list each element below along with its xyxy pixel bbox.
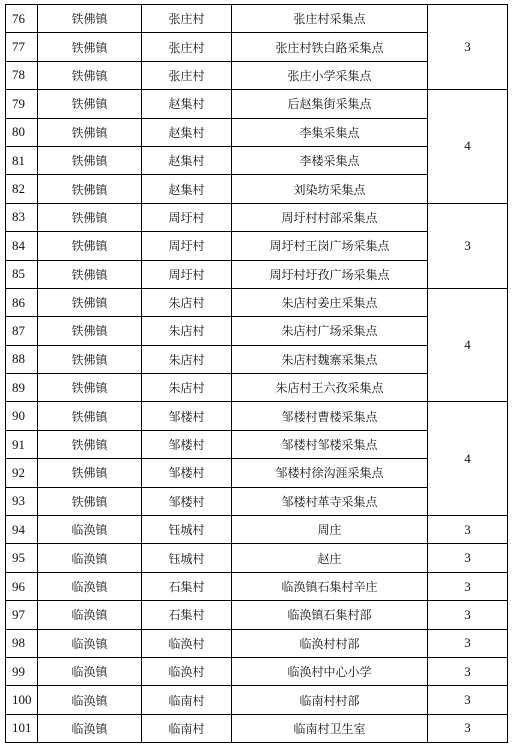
town-cell: 铁佛镇	[38, 203, 142, 231]
table-row	[6, 544, 508, 572]
town-cell: 铁佛镇	[38, 90, 142, 118]
staff-count-cell: 3	[428, 572, 508, 600]
serial-number-cell: 85	[6, 260, 38, 288]
village-cell: 钰城村	[142, 544, 232, 572]
table-row	[6, 572, 508, 600]
staff-count-cell: 3	[428, 714, 508, 742]
village-cell: 赵集村	[142, 146, 232, 174]
village-cell: 临涣村	[142, 629, 232, 657]
village-cell: 石集村	[142, 572, 232, 600]
serial-number-cell: 81	[6, 146, 38, 174]
collection-site-cell: 张庄村采集点	[232, 5, 428, 33]
collection-site-cell: 临南村卫生室	[232, 714, 428, 742]
village-cell: 赵集村	[142, 175, 232, 203]
collection-site-cell: 周圩村村部采集点	[232, 203, 428, 231]
table-row	[6, 714, 508, 742]
village-cell: 张庄村	[142, 33, 232, 61]
village-cell: 赵集村	[142, 90, 232, 118]
village-cell: 钰城村	[142, 516, 232, 544]
town-cell: 临涣镇	[38, 657, 142, 685]
village-cell: 石集村	[142, 601, 232, 629]
serial-number-cell: 100	[6, 686, 38, 714]
serial-number-cell: 101	[6, 714, 38, 742]
collection-site-cell: 赵庄	[232, 544, 428, 572]
town-cell: 铁佛镇	[38, 459, 142, 487]
collection-site-cell: 邹楼村曹楼采集点	[232, 402, 428, 430]
village-cell: 周圩村	[142, 203, 232, 231]
village-cell: 朱店村	[142, 288, 232, 316]
table-row	[6, 629, 508, 657]
table-row	[6, 5, 508, 33]
staff-count-cell: 3	[428, 657, 508, 685]
staff-count-cell: 4	[428, 288, 508, 402]
serial-number-cell: 80	[6, 118, 38, 146]
collection-site-cell: 邹楼村革寺采集点	[232, 487, 428, 515]
town-cell: 临涣镇	[38, 714, 142, 742]
town-cell: 临涣镇	[38, 572, 142, 600]
serial-number-cell: 87	[6, 317, 38, 345]
town-cell: 铁佛镇	[38, 487, 142, 515]
town-cell: 临涣镇	[38, 544, 142, 572]
town-cell: 铁佛镇	[38, 232, 142, 260]
serial-number-cell: 86	[6, 288, 38, 316]
collection-site-cell: 李楼采集点	[232, 146, 428, 174]
serial-number-cell: 79	[6, 90, 38, 118]
town-cell: 铁佛镇	[38, 175, 142, 203]
collection-point-table-container	[5, 4, 508, 743]
town-cell: 临涣镇	[38, 516, 142, 544]
collection-site-cell: 朱店村魏寨采集点	[232, 345, 428, 373]
serial-number-cell: 96	[6, 572, 38, 600]
staff-count-cell: 3	[428, 544, 508, 572]
serial-number-cell: 97	[6, 601, 38, 629]
village-cell: 张庄村	[142, 61, 232, 89]
village-cell: 周圩村	[142, 260, 232, 288]
staff-count-cell: 4	[428, 90, 508, 204]
collection-site-cell: 临涣村中心小学	[232, 657, 428, 685]
collection-site-cell: 朱店村姜庄采集点	[232, 288, 428, 316]
town-cell: 铁佛镇	[38, 146, 142, 174]
collection-site-cell: 临涣镇石集村辛庄	[232, 572, 428, 600]
staff-count-cell: 3	[428, 5, 508, 90]
village-cell: 临涣村	[142, 657, 232, 685]
serial-number-cell: 78	[6, 61, 38, 89]
collection-site-cell: 朱店村王六孜采集点	[232, 374, 428, 402]
table-row	[6, 90, 508, 118]
village-cell: 朱店村	[142, 345, 232, 373]
collection-site-cell: 临涣村村部	[232, 629, 428, 657]
serial-number-cell: 76	[6, 5, 38, 33]
collection-site-cell: 邹楼村邹楼采集点	[232, 430, 428, 458]
staff-count-cell: 3	[428, 203, 508, 288]
village-cell: 张庄村	[142, 5, 232, 33]
serial-number-cell: 84	[6, 232, 38, 260]
serial-number-cell: 98	[6, 629, 38, 657]
staff-count-cell: 3	[428, 516, 508, 544]
table-row	[6, 686, 508, 714]
collection-site-cell: 周庄	[232, 516, 428, 544]
collection-site-cell: 张庄小学采集点	[232, 61, 428, 89]
serial-number-cell: 88	[6, 345, 38, 373]
serial-number-cell: 90	[6, 402, 38, 430]
collection-site-cell: 后赵集街采集点	[232, 90, 428, 118]
staff-count-cell: 3	[428, 686, 508, 714]
town-cell: 铁佛镇	[38, 317, 142, 345]
town-cell: 临涣镇	[38, 629, 142, 657]
serial-number-cell: 95	[6, 544, 38, 572]
staff-count-cell: 3	[428, 601, 508, 629]
collection-site-cell: 李集采集点	[232, 118, 428, 146]
village-cell: 邹楼村	[142, 487, 232, 515]
serial-number-cell: 99	[6, 657, 38, 685]
village-cell: 邹楼村	[142, 430, 232, 458]
table-row	[6, 402, 508, 430]
village-cell: 邹楼村	[142, 459, 232, 487]
serial-number-cell: 92	[6, 459, 38, 487]
town-cell: 铁佛镇	[38, 260, 142, 288]
town-cell: 铁佛镇	[38, 345, 142, 373]
town-cell: 铁佛镇	[38, 33, 142, 61]
staff-count-cell: 4	[428, 402, 508, 516]
town-cell: 临涣镇	[38, 686, 142, 714]
table-row	[6, 203, 508, 231]
collection-site-cell: 周圩村王岗广场采集点	[232, 232, 428, 260]
table-row	[6, 516, 508, 544]
collection-site-cell: 周圩村圩孜广场采集点	[232, 260, 428, 288]
village-cell: 临南村	[142, 686, 232, 714]
serial-number-cell: 77	[6, 33, 38, 61]
serial-number-cell: 94	[6, 516, 38, 544]
town-cell: 铁佛镇	[38, 118, 142, 146]
village-cell: 临南村	[142, 714, 232, 742]
serial-number-cell: 83	[6, 203, 38, 231]
collection-site-cell: 临涣镇石集村部	[232, 601, 428, 629]
village-cell: 邹楼村	[142, 402, 232, 430]
table-row	[6, 601, 508, 629]
serial-number-cell: 89	[6, 374, 38, 402]
table-body	[6, 5, 508, 743]
village-cell: 朱店村	[142, 374, 232, 402]
town-cell: 铁佛镇	[38, 288, 142, 316]
village-cell: 周圩村	[142, 232, 232, 260]
town-cell: 铁佛镇	[38, 61, 142, 89]
town-cell: 铁佛镇	[38, 374, 142, 402]
table-row	[6, 288, 508, 316]
table-row	[6, 657, 508, 685]
serial-number-cell: 91	[6, 430, 38, 458]
town-cell: 临涣镇	[38, 601, 142, 629]
staff-count-cell: 3	[428, 629, 508, 657]
serial-number-cell: 82	[6, 175, 38, 203]
town-cell: 铁佛镇	[38, 402, 142, 430]
collection-site-cell: 张庄村铁白路采集点	[232, 33, 428, 61]
collection-site-cell: 邹楼村徐沟涯采集点	[232, 459, 428, 487]
town-cell: 铁佛镇	[38, 430, 142, 458]
serial-number-cell: 93	[6, 487, 38, 515]
collection-site-cell: 朱店村广场采集点	[232, 317, 428, 345]
collection-site-cell: 刘染坊采集点	[232, 175, 428, 203]
village-cell: 赵集村	[142, 118, 232, 146]
town-cell: 铁佛镇	[38, 5, 142, 33]
collection-site-cell: 临南村村部	[232, 686, 428, 714]
collection-point-table	[5, 4, 508, 743]
village-cell: 朱店村	[142, 317, 232, 345]
